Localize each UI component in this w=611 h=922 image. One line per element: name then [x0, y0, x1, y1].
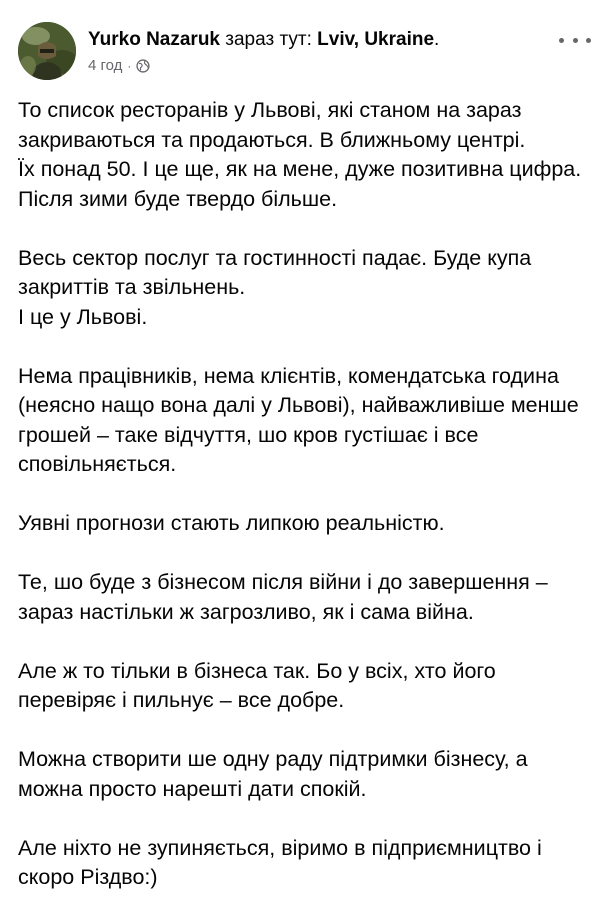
avatar-photo-icon	[18, 22, 76, 80]
post-paragraph	[18, 657, 598, 716]
text-line: Те, шо буде з бізнесом після війни і до завершення –	[18, 570, 548, 594]
text-line: сповільняється.	[18, 452, 177, 476]
location-link[interactable]: Lviv, Ukraine	[317, 29, 435, 50]
text-line: То список ресторанів у Львові, які станом на зараз	[18, 98, 522, 122]
post-paragraph	[18, 834, 598, 893]
text-line: Можна створити ше одну раду підтримки бізнесу, а	[18, 747, 528, 771]
post-timestamp[interactable]: 4 год	[88, 57, 123, 74]
location-suffix: .	[434, 29, 440, 50]
post-paragraph	[18, 509, 598, 539]
more-options-icon	[573, 38, 578, 43]
post-paragraph	[18, 244, 598, 333]
more-options-button[interactable]	[559, 30, 591, 50]
text-line: зараз настільки ж загрозливо, як і сама війна.	[18, 599, 474, 624]
text-line: можна просто нарешті дати спокій.	[18, 776, 367, 801]
text-line: Але ж то тільки в бізнеса так. Бо у всіх, хто його	[18, 658, 496, 683]
location-prefix: зараз тут:	[220, 29, 318, 50]
more-options-icon	[586, 38, 591, 43]
text-line: закриттів та звільнень.	[18, 275, 246, 299]
text-line: Після зими буде твердо більше.	[18, 186, 338, 211]
text-line: Уявні прогнози стають липкою реальністю.	[18, 511, 445, 535]
globe-icon[interactable]	[136, 59, 150, 73]
text-line: Їх понад 50. І це ще, як на мене, дуже позитивна цифра.	[18, 157, 582, 181]
more-options-icon	[559, 38, 564, 43]
text-line: перевіряє і пильнує – все добре.	[18, 688, 345, 712]
avatar[interactable]	[18, 22, 76, 80]
author-name[interactable]: Yurko Nazaruk	[88, 29, 220, 50]
post-paragraph	[18, 568, 598, 627]
text-line: закриваються та продаються. В ближньому центрі.	[18, 127, 526, 152]
text-line: грошей – таке відчуття, шо кров густішає і все	[18, 422, 479, 447]
post-meta	[88, 28, 558, 76]
post-paragraph	[18, 96, 598, 214]
post-header	[18, 22, 593, 84]
post-title-line	[88, 28, 558, 52]
post-paragraph	[18, 745, 598, 804]
post-content	[18, 96, 598, 922]
post-subline	[88, 56, 558, 76]
text-line: (неясно нащо вона далі у Львові), найважливіше менше	[18, 393, 579, 417]
text-line: скоро Різдво:)	[18, 865, 158, 889]
text-line: І це у Львові.	[18, 304, 148, 329]
text-line: Весь сектор послуг та гостинності падає. Буде купа	[18, 245, 532, 270]
text-line: Нема працівників, нема клієнтів, комендатська година	[18, 363, 559, 388]
dot-separator: ·	[127, 59, 132, 73]
post-paragraph	[18, 362, 598, 480]
text-line: Але ніхто не зупиняється, віримо в підприємництво і	[18, 835, 542, 860]
